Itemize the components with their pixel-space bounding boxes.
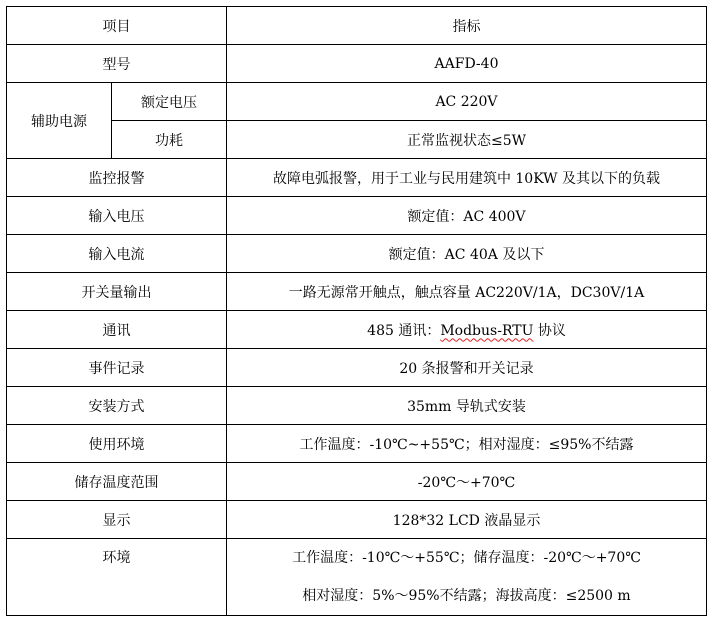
row-label: 储存温度范围 [7, 463, 227, 501]
header-spec-cell: 指标 [227, 7, 707, 45]
table-row-model [7, 45, 707, 83]
row-label: 显示 [7, 501, 227, 539]
table-row-input-voltage [7, 197, 707, 235]
table-row-input-current [7, 235, 707, 273]
table-row-environment [7, 539, 707, 616]
row-label [7, 539, 227, 616]
row-sublabel: 额定电压 [112, 83, 227, 121]
row-value: AC 220V [227, 83, 707, 121]
row-value [227, 311, 707, 349]
row-value: 35mm 导轨式安装 [227, 387, 707, 425]
row-value: 故障电弧报警，用于工业与民用建筑中 10KW 及其以下的负载 [227, 159, 707, 197]
table-row-display [7, 501, 707, 539]
row-value: 一路无源常开触点，触点容量 AC220V/1A，DC30V/1A [227, 273, 707, 311]
row-label: 使用环境 [7, 425, 227, 463]
row-value: 正常监视状态≤5W [227, 121, 707, 159]
table-row-storage-temp [7, 463, 707, 501]
spec-table [6, 6, 707, 616]
row-value: 工作温度：-10℃~+55℃；相对湿度：≤95%不结露 [227, 425, 707, 463]
table-row-installation [7, 387, 707, 425]
row-value: AAFD-40 [227, 45, 707, 83]
table-row-event-log [7, 349, 707, 387]
table-row-communication [7, 311, 707, 349]
row-label: 通讯 [7, 311, 227, 349]
row-value: 额定值：AC 400V [227, 197, 707, 235]
row-label: 事件记录 [7, 349, 227, 387]
table-header-row [7, 7, 707, 45]
group-label-aux-power: 辅助电源 [7, 83, 112, 159]
table-row-rated-voltage [7, 83, 707, 121]
comm-protocol: Modbus-RTU [440, 322, 534, 339]
environment-label: 环境 [102, 550, 131, 566]
table-row-usage-env [7, 425, 707, 463]
comm-prefix: 485 通讯： [367, 322, 441, 339]
row-value: -20℃～+70℃ [227, 463, 707, 501]
row-label: 输入电流 [7, 235, 227, 273]
row-value [227, 539, 707, 616]
header-item-cell: 项目 [7, 7, 227, 45]
row-value: 20 条报警和开关记录 [227, 349, 707, 387]
row-label: 安装方式 [7, 387, 227, 425]
row-label: 监控报警 [7, 159, 227, 197]
table-row-power-consumption [7, 121, 707, 159]
table-row-switch-output [7, 273, 707, 311]
environment-line-1: 工作温度：-10℃～+55℃；储存温度：-20℃～+70℃ [292, 550, 641, 566]
comm-suffix: 协议 [533, 322, 566, 339]
table-row-monitor-alarm [7, 159, 707, 197]
row-sublabel: 功耗 [112, 121, 227, 159]
row-label: 型号 [7, 45, 227, 83]
environment-line-2: 相对湿度：5%～95%不结露；海拔高度：≤2500 m [302, 588, 631, 604]
row-value: 128*32 LCD 液晶显示 [227, 501, 707, 539]
row-label: 输入电压 [7, 197, 227, 235]
row-label: 开关量输出 [7, 273, 227, 311]
row-value: 额定值：AC 40A 及以下 [227, 235, 707, 273]
